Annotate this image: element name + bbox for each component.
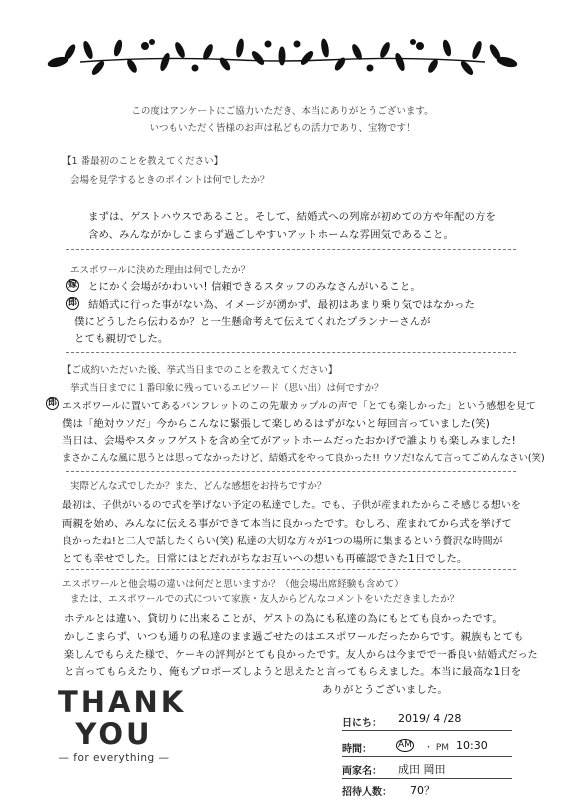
divider <box>66 249 516 250</box>
section-1-header: 【1 番最初のことを教えてください】 <box>62 156 224 167</box>
answer-line: まずは、ゲストハウスであること。そして、結婚式への列席が初めての方や年配の方を <box>88 211 496 223</box>
time-value: 10:30 <box>456 739 488 752</box>
answer-line: とにかく会場がかわいい! 信頼できるスタッフのみなさんがいること。 <box>88 281 421 293</box>
answer-line: とても親切でした。 <box>74 333 169 345</box>
time-pm-option: ・ PM <box>424 743 450 753</box>
groom-mark: 郎 <box>68 298 78 308</box>
answer-line: 含め、みんながかしこまらず過ごしやすいアットホームな雰囲気であること。 <box>88 229 455 241</box>
intro-line-1: この度はアンケートにご協力いただき、本当にありがとうございます。 <box>131 106 434 117</box>
answer-line: 楽しんでもらえた様で、ケーキの評判がとても良かったです。友人からは今までで一番良い結婚式だった <box>64 650 538 661</box>
answer-line: エスポワールに置いてあるパンフレットのこの先輩カップルの声で「とても楽しかった」という感想を見て <box>62 401 536 412</box>
question-comments: または、エスポワールでの式について家族・友人からどんなコメントをいただきましたか？ <box>70 594 460 605</box>
question-reason: エスポワールに決めた理由は何でしたか？ <box>70 265 251 276</box>
intro-line-2: いつもいただく皆様のお声は私どもの活力であり、宝物です！ <box>149 123 416 134</box>
answer-line: まさかこんな風に思うとは思ってなかったけど、結婚式をやって良かった!! ウソだ!なんて言ってごめんなさい(笑) <box>62 453 545 464</box>
answer-line: 最初は、子供がいるので式を挙げない予定の私達でした。でも、子供が産まれたからこそ感じる想いを <box>62 500 521 511</box>
family-label: 両家名： <box>342 766 382 777</box>
divider <box>66 352 516 353</box>
thank-you-logo: THANK YOU — for everything — <box>58 685 187 764</box>
guests-value: 70？ <box>410 784 435 797</box>
date-underline <box>342 730 512 731</box>
bride-mark: 嫁 <box>68 280 78 290</box>
answer-line: ホテルとは違い、貸切りに出来ることが、ゲストの為にも私達の為にもとても良かったです。 <box>64 613 503 625</box>
time-label: 時間： <box>342 744 372 755</box>
question-difference: エスポワールと他会場の違いは何だと思いますか？（他会場出席経験も含めて） <box>62 579 404 590</box>
answer-line: とても幸せでした。日常にはとだれがちなお互いへの想いも再確認できた1日でした。 <box>62 553 468 565</box>
family-value: 成田 岡田 <box>398 763 446 776</box>
divider <box>66 471 516 472</box>
botanical-wreath-illustration <box>40 22 525 80</box>
answer-line: ありがとうございました。 <box>322 684 448 696</box>
answer-line: と言ってもらえたり、俺もプロポーズしようと思えたと言ってもらえました。本当に最高な1日を <box>64 666 522 678</box>
divider <box>66 569 516 570</box>
question-ceremony: 実際どんな式でしたか？また、どんな感想をお持ちですか？ <box>70 481 327 492</box>
answer-line: 良かったね!と二人で話したくらい(笑) 私達の大切な方々が1つの場所に集まるという贅沢な時間が <box>62 536 503 547</box>
time-underline <box>342 756 512 757</box>
answer-line: 両親を始め、みんなに伝える事ができて本当に良かったです。むしろ、産まれてから式を挙げて <box>62 518 512 530</box>
date-label: 日にち： <box>342 718 382 729</box>
groom-mark: 郎 <box>48 398 58 408</box>
question-venue-point: 会場を見学するときのポイントは何でしたか？ <box>70 175 270 186</box>
answer-line: 当日は、会場やスタッフゲストを含め全てがアットホームだったおかげで誰よりも楽しみました! <box>62 435 516 447</box>
guests-label: 招待人数： <box>342 787 392 798</box>
answer-line: 結婚式に行った事がない為、イメージが湧かず、最初はあまり乗り気ではなかった <box>88 299 476 311</box>
answer-line: 僕は「絶対ウソだ」今からこんなに緊張して楽しめるはずがないと毎回言っていました(笑) <box>62 418 490 430</box>
section-2-header: 【ご成約いただいた後、挙式当日までのことを教えてください】 <box>62 365 338 376</box>
answer-line: 僕にどうしたら伝わるか？と一生懸命考えて伝えてくれたプランナーさんが <box>74 316 431 328</box>
family-underline <box>342 778 512 779</box>
question-episode: 挙式当日までに１番印象に残っているエピソード（思い出）は何ですか？ <box>70 383 384 394</box>
date-value: 2019/ 4 /28 <box>398 712 462 725</box>
answer-line: かしこまらず、いつも通りの私達のまま過ごせたのはエスポワールだったからです。親族もとても <box>64 631 524 643</box>
time-am-option: AM <box>398 740 412 750</box>
